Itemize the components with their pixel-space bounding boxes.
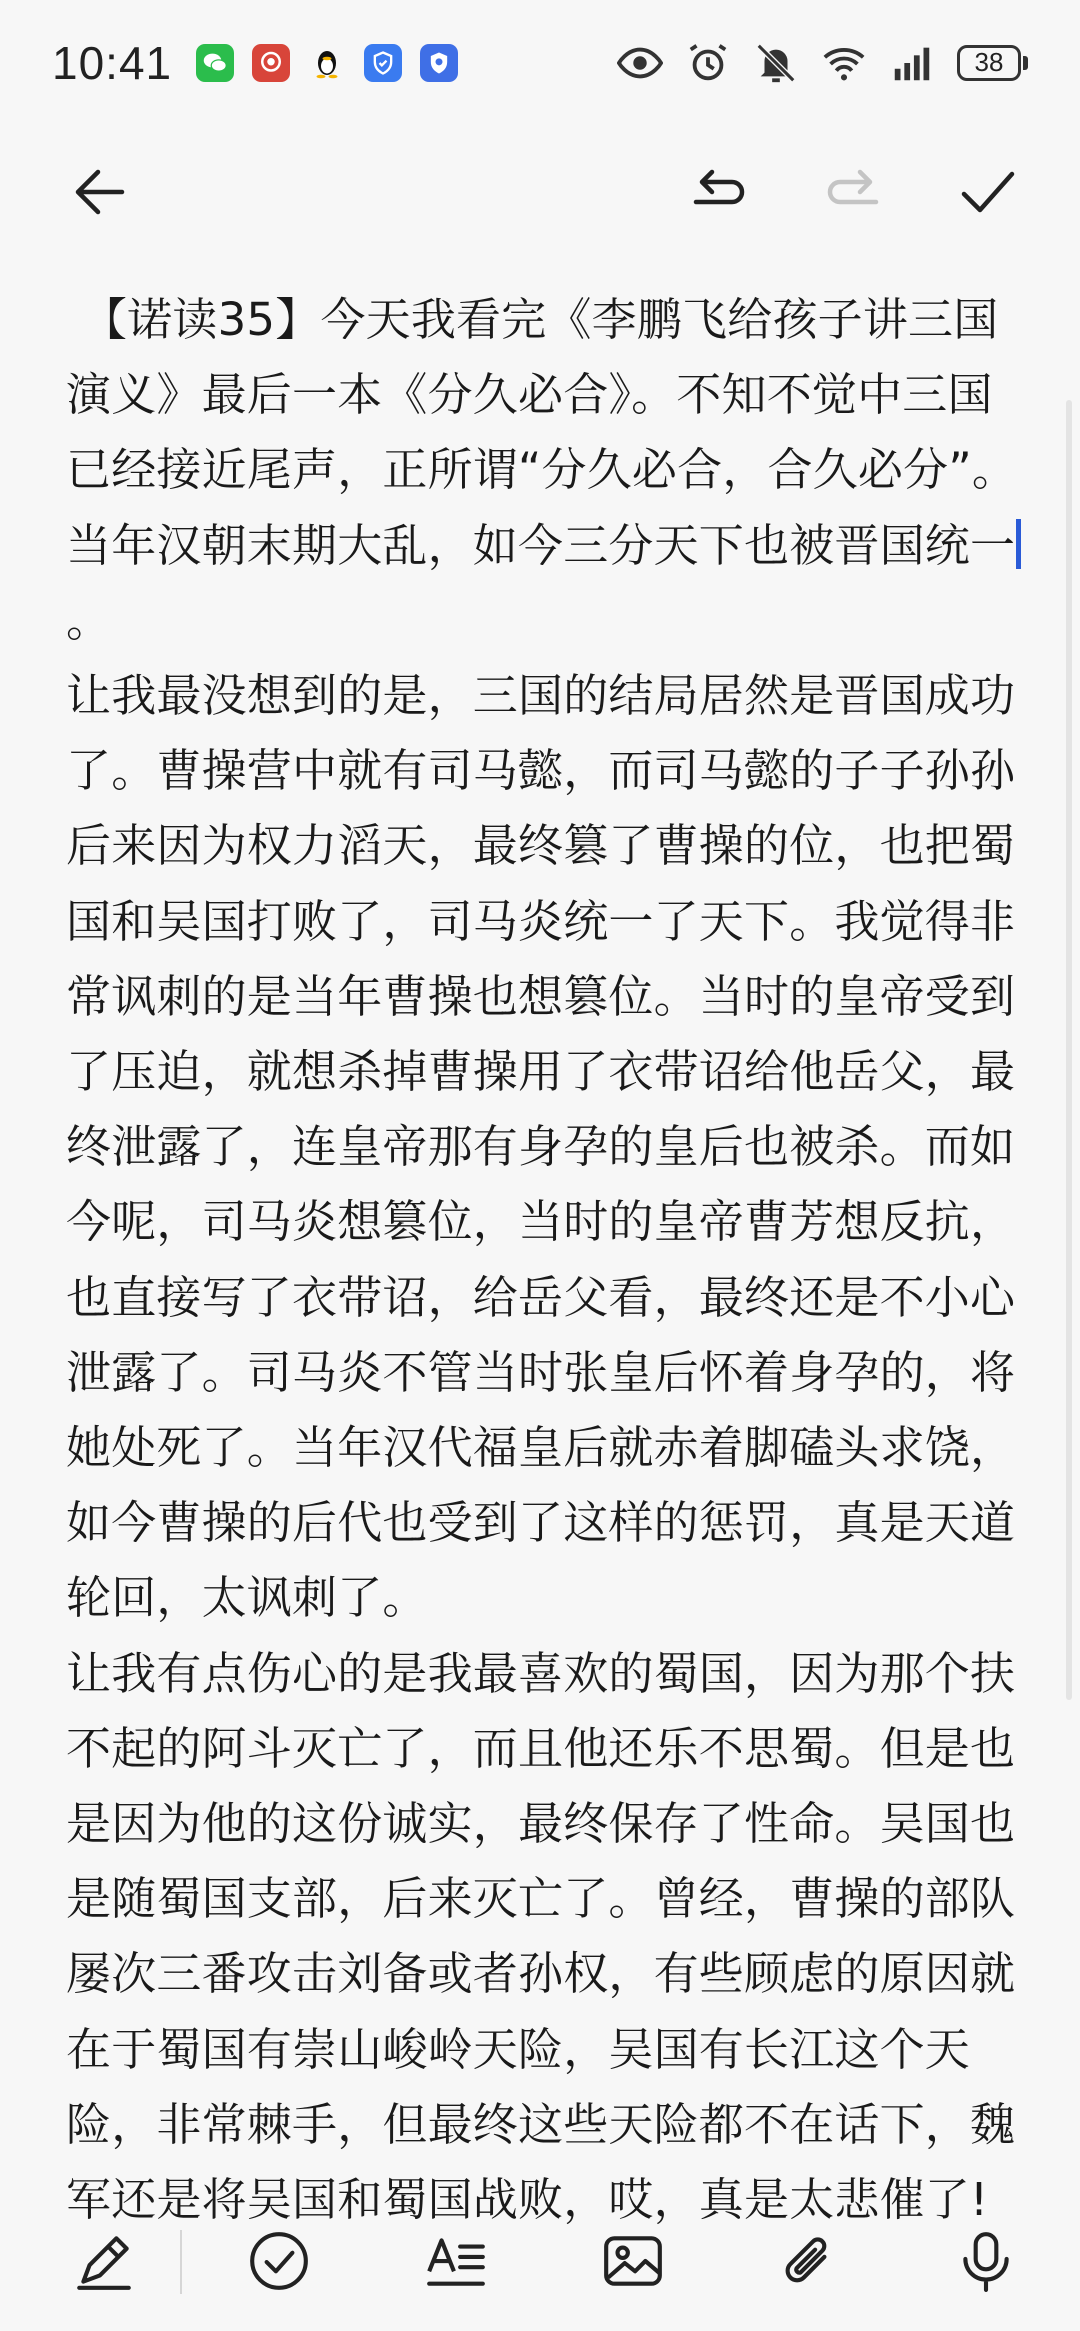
insert-image-button[interactable]: [597, 2225, 669, 2297]
back-button[interactable]: [68, 160, 132, 224]
status-time: 10:41: [52, 36, 173, 89]
check-circle-icon: [246, 2228, 312, 2294]
redo-icon: [822, 160, 886, 224]
wechat-icon: [196, 44, 234, 82]
undo-button[interactable]: [686, 160, 750, 224]
alarm-icon: [685, 40, 731, 86]
checkmark-icon: [956, 160, 1020, 224]
mute-bell-icon: [753, 40, 799, 86]
checklist-button[interactable]: [243, 2225, 315, 2297]
text-cursor: [1016, 519, 1021, 569]
note-body-editor[interactable]: [66, 282, 1026, 2237]
arrow-left-icon: [68, 160, 132, 224]
battery-indicator: [957, 45, 1028, 81]
toolbar-divider: [180, 2230, 182, 2294]
attachment-button[interactable]: [774, 2225, 846, 2297]
bottom-toolbar: [0, 2220, 1080, 2310]
battery-level: 38: [957, 45, 1021, 81]
shield-icon: [364, 44, 402, 82]
microphone-icon: [953, 2228, 1019, 2294]
editor-toolbar: [0, 140, 1080, 240]
status-bar: [0, 0, 1080, 125]
paragraph-2: 让我最没想到的是，三国的结局居然是晋国成功了。曹操营中就有司马懿，而司马懿的子子孙孙后来因为权力滔天，最终篡了曹操的位，也把蜀国和吴国打败了，司马炎统一了天下。我觉得非常讽刺的是当年曹操也想篡位。当时的皇帝受到了压迫，就想杀掉曹操用了衣带诏给他岳父，最终泄露了，连皇帝那有身孕的皇后也被杀。而如今呢，司马炎想篡位，当时的皇帝曹芳想反抗，也直接写了衣带诏，给岳父看，最终还是不小心泄露了。司马炎不管当时张皇后怀着身孕的，将她处死了。当年汉代福皇后就赤着脚磕头求饶，如今曹操的后代也受到了这样的惩罚，真是天道轮回，太讽刺了。: [66, 669, 1016, 1625]
signal-icon: [889, 40, 935, 86]
pen-icon: [71, 2228, 137, 2294]
text-format-button[interactable]: [420, 2225, 492, 2297]
text-format-icon: [423, 2228, 489, 2294]
paragraph-3: 让我有点伤心的是我最喜欢的蜀国，因为那个扶不起的阿斗灭亡了，而且他还乐不思蜀。但是也是因为他的这份诚实，最终保存了性命。吴国也是随蜀国支部，后来灭亡了。曾经，曹操的部队屡次三番攻击刘备或者孙权，有些顾虑的原因就在于蜀国有崇山峻岭天险，吴国有长江这个天险，非常棘手，但最终这些天险都不在话下，魏军还是将吴国和蜀国战败，哎，真是太悲催了!: [66, 1646, 1016, 2227]
scrollbar[interactable]: [1066, 400, 1072, 1700]
image-icon: [600, 2228, 666, 2294]
done-button[interactable]: [956, 160, 1020, 224]
voice-input-button[interactable]: [950, 2225, 1022, 2297]
redo-button[interactable]: [822, 160, 886, 224]
app-badge-icon: [252, 44, 290, 82]
paragraph-1-text: 【诺读35】今天我看完《李鹏飞给孩子讲三国演义》最后一本《分久必合》。不知不觉中三国已经接近尾声，正所谓“分久必合，合久必分”。当年汉朝末期大乱，如今三分天下也被晋国统一: [66, 293, 1018, 572]
wifi-icon: [821, 40, 867, 86]
notification-icons: [196, 44, 458, 82]
undo-icon: [686, 160, 750, 224]
paragraph-1: [66, 282, 1026, 658]
handwriting-button[interactable]: [68, 2225, 140, 2297]
security-app-icon: [420, 44, 458, 82]
paperclip-icon: [777, 2228, 843, 2294]
paragraph-1-end: 。: [66, 593, 112, 647]
eye-icon: [617, 40, 663, 86]
qq-penguin-icon: [308, 44, 346, 82]
